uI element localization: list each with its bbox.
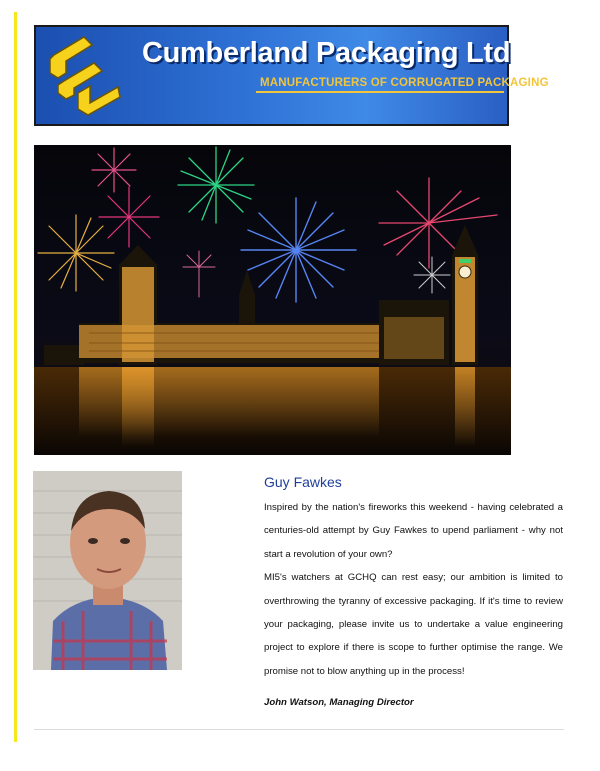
- company-logo-icon: [44, 33, 124, 119]
- director-portrait-image: [33, 471, 182, 670]
- article-paragraph-2: MI5's watchers at GCHQ can rest easy; our ambition is limited to overthrowing the tyranny of excessive packaging. If it's time to review your packaging, please invite us to undertake a value engineering project to explore if there is scope to further optimise the range. We promise not to blow anything up in the process!: [264, 572, 563, 677]
- header-banner: [34, 25, 549, 126]
- side-accent-bar: [14, 12, 17, 742]
- article-title: Guy Fawkes: [264, 474, 342, 490]
- footer-divider: [34, 729, 564, 730]
- article-signature: John Watson, Managing Director: [264, 697, 414, 709]
- tagline-underline: [256, 91, 504, 93]
- company-name: Cumberland Packaging Ltd: [142, 37, 511, 69]
- article-paragraph-1: Inspired by the nation's fireworks this weekend - having celebrated a centuries-old attempt by Guy Fawkes to upend parliament - why not start a revolution of your own?: [264, 502, 563, 560]
- company-tagline: MANUFACTURERS OF CORRUGATED PACKAGING: [260, 77, 549, 89]
- article: [264, 474, 563, 708]
- hero-fireworks-image: [34, 145, 511, 455]
